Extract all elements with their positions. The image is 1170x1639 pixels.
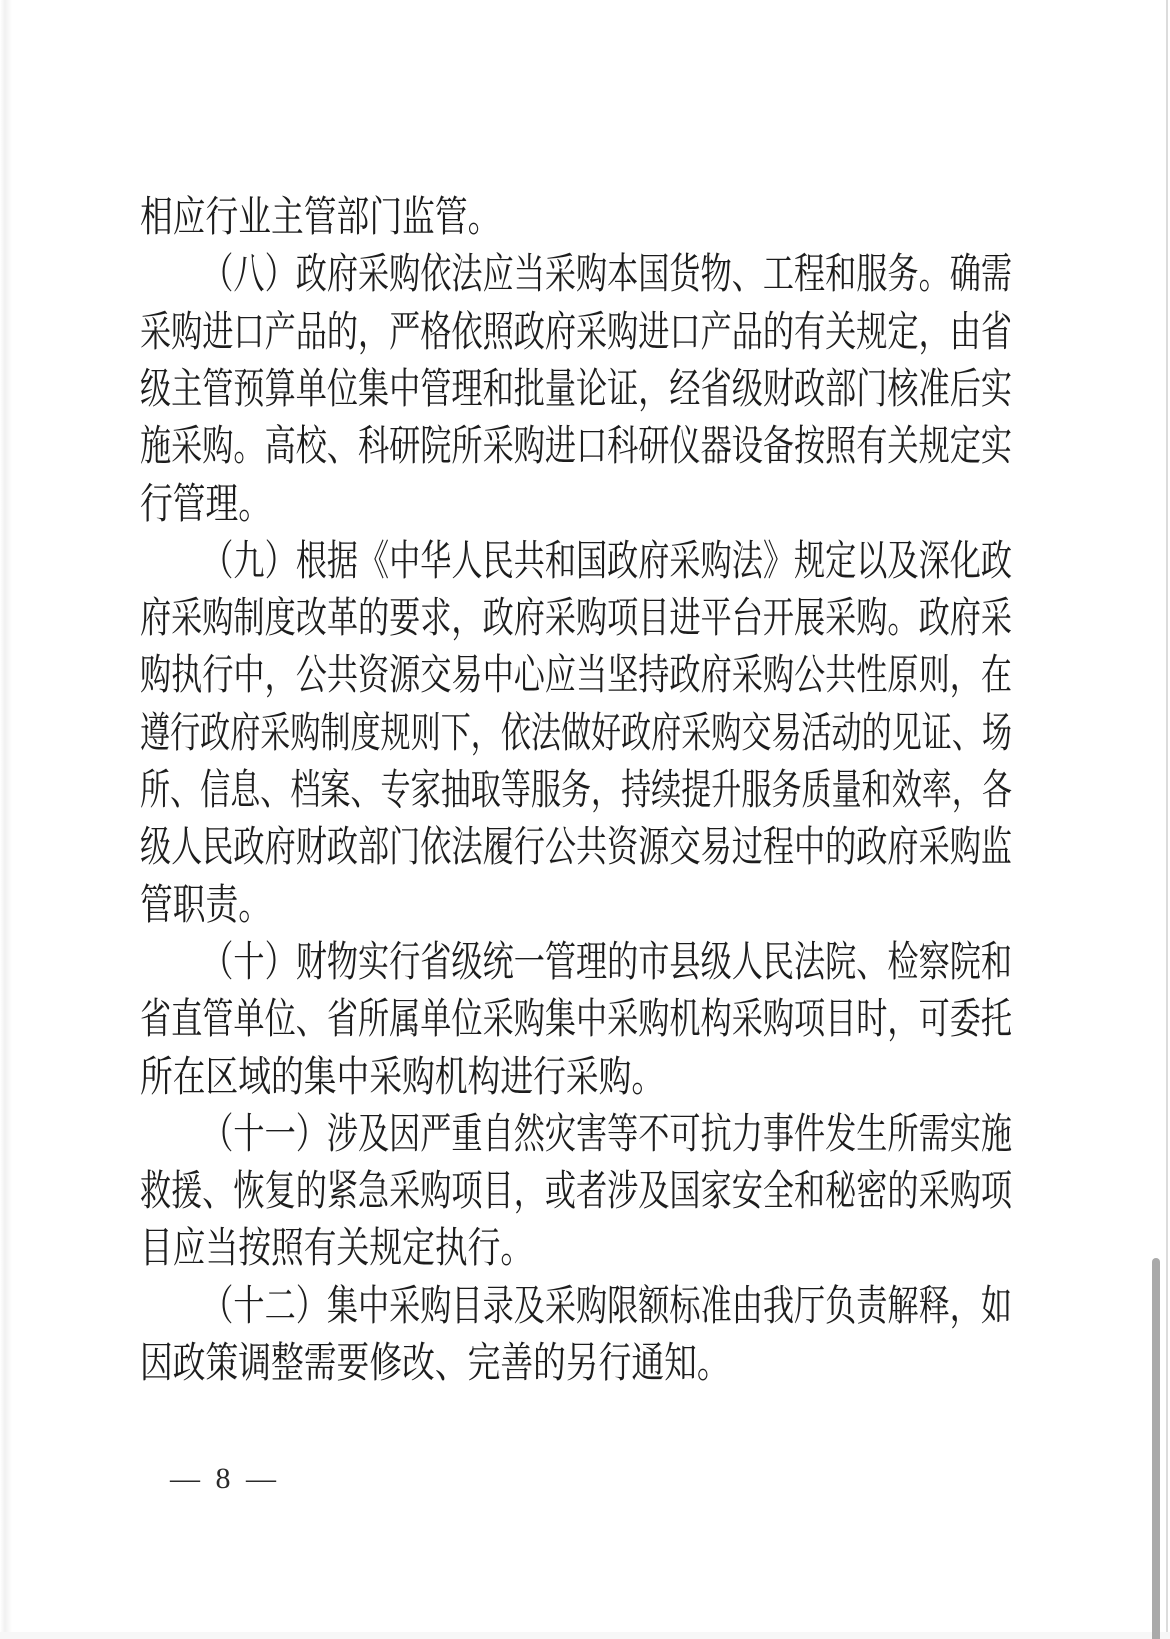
text-line: 施采购。高校、科研院所采购进口科研仪器设备按照有关规定实 <box>140 424 1013 471</box>
text-line: 所、信息、档案、专家抽取等服务，持续提升服务质量和效率，各 <box>140 768 1013 814</box>
text-line: 府采购制度改革的要求，政府采购项目进平台开展采购。政府采 <box>140 596 1013 643</box>
text-line: （十一）涉及因严重自然灾害等不可抗力事件发生所需实施 <box>202 1111 1013 1158</box>
text-line: 购执行中，公共资源交易中心应当坚持政府采购公共性原则，在 <box>140 653 1013 700</box>
text-line: 级主管预算单位集中管理和批量论证，经省级财政部门核准后实 <box>140 366 1013 413</box>
text-line: 目应当按照有关规定执行。 <box>140 1226 534 1273</box>
text-line: 遵行政府采购制度规则下，依法做好政府采购交易活动的见证、场 <box>140 710 1013 757</box>
scan-edge-artifact <box>0 0 12 1639</box>
text-line: 因政策调整需要修改、完善的另行通知。 <box>140 1341 730 1387</box>
page-edge-line <box>1166 0 1168 1639</box>
text-line: 行管理。 <box>140 481 272 528</box>
text-line: 级人民政府财政部门依法履行公共资源交易过程中的政府采购监 <box>140 825 1013 872</box>
text-line: （十二）集中采购目录及采购限额标准由我厅负责解释，如 <box>202 1283 1013 1330</box>
text-line: 相应行业主管部门监管。 <box>140 195 501 241</box>
page-bottom-edge <box>0 1632 1170 1639</box>
page-number: — 8 — <box>170 1462 280 1495</box>
text-line: 所在区域的集中采购机构进行采购。 <box>140 1054 665 1101</box>
text-line: （八）政府采购依法应当采购本国货物、工程和服务。确需 <box>202 252 1013 299</box>
text-line: （十）财物实行省级统一管理的市县级人民法院、检察院和 <box>202 939 1013 986</box>
scrollbar-thumb[interactable] <box>1152 1258 1160 1639</box>
text-line: 省直管单位、省所属单位采购集中采购机构采购项目时，可委托 <box>140 997 1013 1044</box>
text-line: （九）根据《中华人民共和国政府采购法》规定以及深化政 <box>202 538 1013 585</box>
text-line: 救援、恢复的紧急采购项目，或者涉及国家安全和秘密的采购项 <box>140 1169 1013 1216</box>
text-line: 管职责。 <box>140 882 272 929</box>
text-line: 采购进口产品的，严格依照政府采购进口产品的有关规定，由省 <box>140 309 1013 356</box>
